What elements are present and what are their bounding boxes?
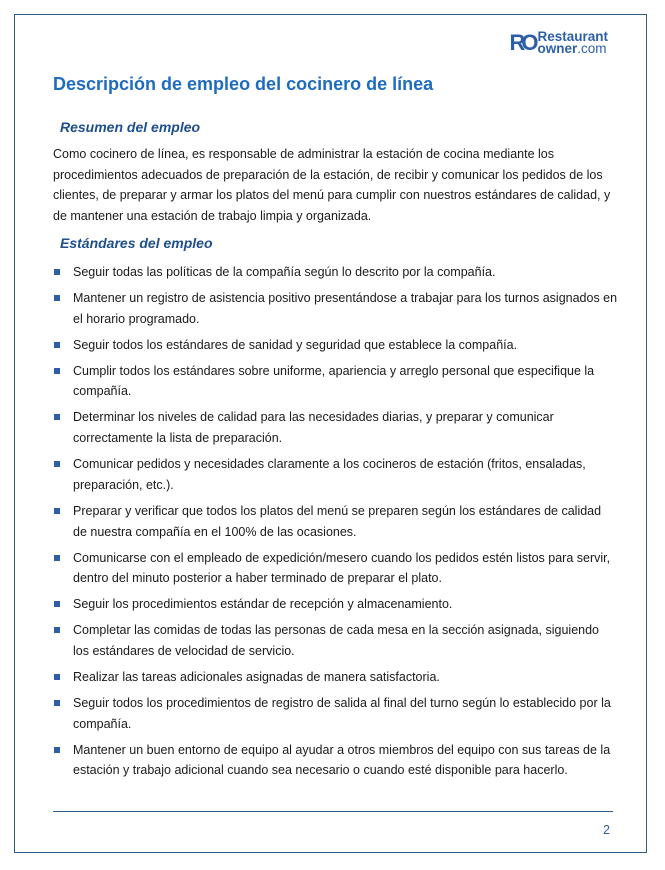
standard-item (53, 288, 618, 329)
logo-top-text: Restaurant (537, 29, 608, 44)
standard-item (53, 454, 618, 495)
square-bullet-icon (54, 601, 60, 607)
square-bullet-icon (54, 555, 60, 561)
square-bullet-icon (54, 674, 60, 680)
logo-bottom-text (537, 43, 608, 55)
restaurant-owner-logo[interactable] (509, 31, 608, 55)
standard-item-text: Seguir todos los procedimientos de registro de salida al final del turno según lo establecido por la compañía. (73, 695, 611, 731)
standard-item (53, 740, 618, 781)
square-bullet-icon (54, 295, 60, 301)
standard-item (53, 693, 618, 734)
standard-item-text: Completar las comidas de todas las personas de cada mesa en la sección asignada, siguiendo los estándares de velocidad de servicio. (73, 623, 600, 658)
standard-item-text: Cumplir todos los estándares sobre uniforme, apariencia y arreglo personal que especifique la compañía. (73, 363, 595, 399)
standard-item-text: Seguir los procedimientos estándar de recepción y almacenamiento. (73, 597, 453, 612)
standard-item-text: Mantener un registro de asistencia positivo presentándose a trabajar para los turnos asignados en el horario programado. (73, 291, 618, 326)
summary-heading: Resumen del empleo (60, 119, 201, 135)
square-bullet-icon (54, 342, 60, 348)
square-bullet-icon (54, 414, 60, 420)
square-bullet-icon (54, 747, 60, 753)
standards-list (53, 262, 618, 786)
standard-item-text: Determinar los niveles de calidad para las necesidades diarias, y preparar y comunicar correctamente la lista de preparación. (73, 410, 554, 446)
standard-item (53, 335, 618, 356)
page-number: 2 (603, 823, 610, 837)
standard-item (53, 620, 618, 661)
logo-bottom-bold: owner (537, 41, 578, 56)
standard-item (53, 501, 618, 542)
standard-item-text: Comunicarse con el empleado de expedición/mesero cuando los pedidos estén listos para servir, dentro del minuto posterior a haber terminado de preparar el plato. (73, 550, 611, 586)
standard-item-text: Realizar las tareas adicionales asignadas de manera satisfactoria. (73, 669, 440, 684)
square-bullet-icon (54, 269, 60, 275)
standard-item-text: Seguir todos los estándares de sanidad y seguridad que establece la compañía. (73, 337, 518, 352)
standard-item (53, 262, 618, 283)
logo-text (537, 31, 608, 55)
logo-bottom-rest: .com (577, 41, 607, 56)
page-title: Descripción de empleo del cocinero de línea (53, 74, 434, 94)
standard-item-text: Comunicar pedidos y necesidades claramente a los cocineros de estación (fritos, ensaladas, preparación, etc.). (73, 457, 586, 492)
square-bullet-icon (54, 508, 60, 514)
standard-item-text: Seguir todas las políticas de la compañía según lo descrito por la compañía. (73, 265, 496, 279)
standard-item (53, 548, 618, 589)
square-bullet-icon (54, 627, 60, 633)
square-bullet-icon (54, 461, 60, 467)
logo-mark: RO (509, 30, 535, 55)
standard-item (53, 594, 618, 615)
standard-item (53, 667, 618, 688)
standard-item-text: Preparar y verificar que todos los platos del menú se preparen según los estándares de calidad de nuestra compañía en el 100% de las ocasiones. (73, 503, 602, 539)
summary-text: Como cocinero de línea, es responsable de administrar la estación de cocina mediante los procedimientos adecuados de preparación de la estación, de recibir y comunicar los pedidos de los clientes, de preparar y armar los platos del menú para cumplir con nuestros estándares de calidad, y de mantener una estación de trabajo limpia y organizada. (53, 147, 611, 224)
standard-item-text: Mantener un buen entorno de equipo al ayudar a otros miembros del equipo con sus tareas de la estación y trabajo adicional cuando sea necesario o cuando esté disponible para hacerlo. (73, 742, 611, 778)
standard-item (53, 407, 618, 448)
square-bullet-icon (54, 700, 60, 706)
standard-item (53, 361, 618, 402)
standards-heading: Estándares del empleo (60, 235, 213, 251)
square-bullet-icon (54, 368, 60, 374)
footer-divider (53, 811, 613, 812)
document-page (14, 14, 647, 853)
